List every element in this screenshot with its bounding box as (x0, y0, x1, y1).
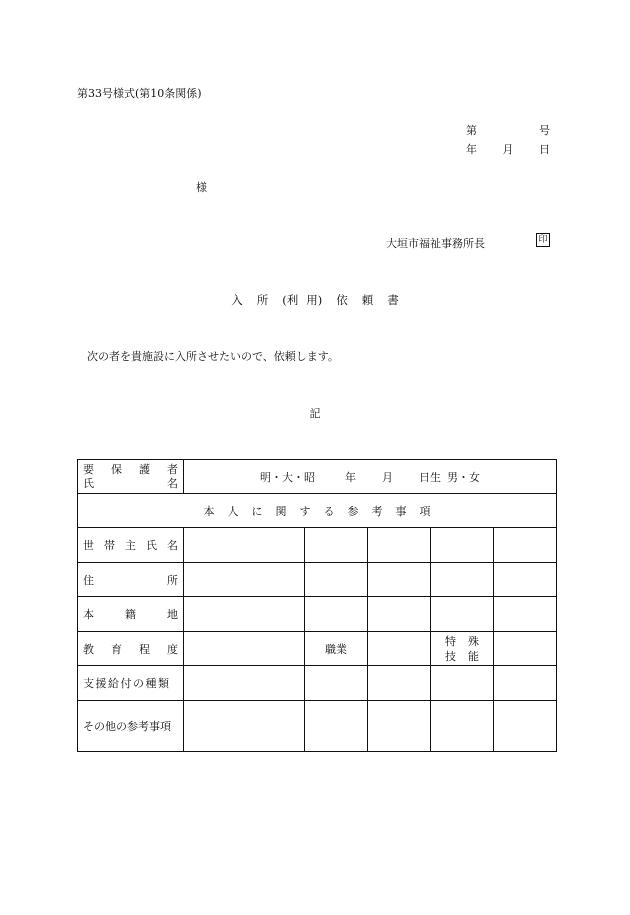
table-cell[interactable] (184, 528, 305, 563)
birth-year: 年 (345, 470, 357, 484)
protected-person-value[interactable] (184, 460, 557, 494)
protected-person-label: 要 保 護 者 氏 名 (78, 460, 184, 494)
intro-text: 次の者を貴施設に入所させたいので、依頼します。 (87, 350, 339, 363)
table-cell[interactable] (368, 597, 431, 632)
benefit-type-label: 支援給付の種類 (78, 666, 184, 701)
table-cell[interactable] (305, 528, 368, 563)
seal-mark: 印 (536, 233, 550, 247)
table-cell[interactable] (305, 701, 368, 752)
birth-month: 月 (382, 470, 394, 484)
table-cell[interactable] (494, 563, 557, 597)
ki-heading: 記 (309, 407, 321, 420)
document-title (0, 292, 630, 308)
table-row (78, 528, 557, 563)
date-year: 年 (466, 143, 477, 156)
table-cell[interactable] (305, 563, 368, 597)
gender: 男・女 (447, 470, 481, 484)
title-char: 所 (256, 293, 269, 307)
date-day: 日 (539, 143, 550, 156)
special-skill-value[interactable] (494, 632, 557, 666)
addressee-suffix: 様 (196, 181, 207, 194)
date-month: 月 (502, 143, 514, 156)
address-label: 住 所 (78, 563, 184, 597)
table-cell[interactable] (494, 666, 557, 701)
table-row (78, 563, 557, 597)
table-row (78, 632, 557, 666)
table-cell[interactable] (184, 701, 305, 752)
education-label: 教 育 程 度 (78, 632, 184, 666)
table-cell[interactable] (368, 563, 431, 597)
table-row (78, 494, 557, 528)
title-char: 用) (306, 293, 323, 307)
date-line (466, 141, 550, 157)
table-row (78, 460, 557, 494)
householder-label: 世 帯 主 氏 名 (78, 528, 184, 563)
title-char: 頼 (361, 293, 374, 307)
title-char: 依 (336, 293, 348, 307)
table-cell[interactable] (184, 563, 305, 597)
education-value[interactable] (184, 632, 305, 666)
table-row (78, 666, 557, 701)
birth-day: 日生 (419, 470, 442, 484)
table-cell[interactable] (184, 597, 305, 632)
table-cell[interactable] (431, 666, 494, 701)
table-cell[interactable] (431, 701, 494, 752)
table-cell[interactable] (494, 701, 557, 752)
form-number: 第33号様式(第10条関係) (77, 87, 202, 100)
number-suffix: 号 (539, 124, 550, 137)
other-notes-label: その他の参考事項 (78, 701, 184, 752)
domicile-label: 本 籍 地 (78, 597, 184, 632)
table-cell[interactable] (494, 597, 557, 632)
table-cell[interactable] (368, 528, 431, 563)
request-table (77, 459, 557, 752)
table-cell[interactable] (368, 701, 431, 752)
table-cell[interactable] (494, 528, 557, 563)
table-cell[interactable] (368, 666, 431, 701)
occupation-label: 職業 (305, 632, 368, 666)
birth-era: 明・大・昭 (260, 470, 316, 484)
title-char: 書 (387, 293, 399, 307)
title-char: (利 (282, 293, 299, 307)
table-row (78, 701, 557, 752)
table-cell[interactable] (184, 666, 305, 701)
table-cell[interactable] (305, 597, 368, 632)
number-prefix: 第 (466, 124, 477, 137)
table-cell[interactable] (431, 563, 494, 597)
table-row (78, 597, 557, 632)
table-cell[interactable] (431, 528, 494, 563)
table-cell[interactable] (431, 597, 494, 632)
occupation-value[interactable] (368, 632, 431, 666)
document-number-line (466, 122, 550, 138)
issuer-name: 大垣市福祉事務所長 (386, 237, 485, 250)
title-char: 入 (231, 293, 243, 307)
table-cell[interactable] (305, 666, 368, 701)
special-skill-label: 特 殊 技 能 (431, 632, 494, 666)
reference-header: 本 人 に 関 す る 参 考 事 項 (78, 494, 557, 528)
